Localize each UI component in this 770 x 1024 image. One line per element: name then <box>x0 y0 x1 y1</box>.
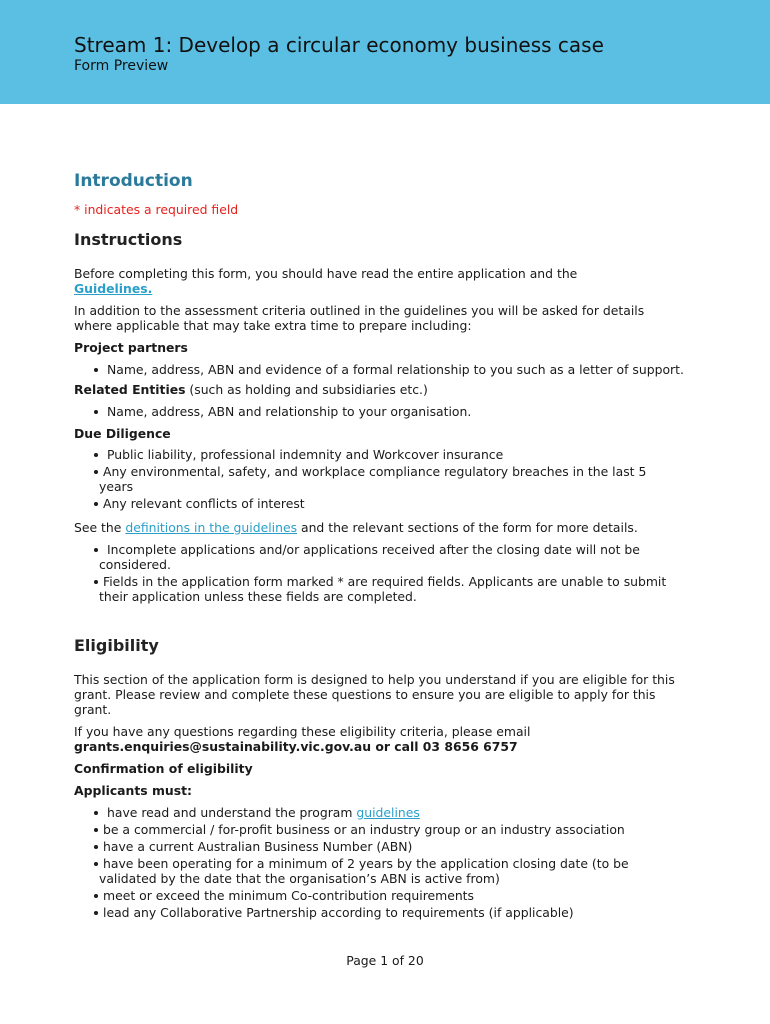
applicants-must-label: Applicants must: <box>74 783 192 798</box>
bullet-icon <box>94 862 98 866</box>
bullet-icon <box>94 410 98 414</box>
bullet-icon <box>94 811 98 815</box>
bullet-icon <box>94 845 98 849</box>
instructions-paragraph-1: Before completing this form, you should have read the entire application and the Guidelines. <box>74 266 578 296</box>
project-partners-label: Project partners <box>74 340 188 355</box>
bullet-icon <box>94 828 98 832</box>
bullet-icon <box>94 580 98 584</box>
list-item: Fields in the application form marked * are required fields. Applicants are unable to submit their application unless these fields are completed. <box>74 574 684 604</box>
page-number: Page 1 of 20 <box>346 953 424 968</box>
guidelines-link[interactable]: Guidelines. <box>74 281 153 296</box>
bullet-icon <box>94 548 98 552</box>
list-item: Incomplete applications and/or applications received after the closing date will not be considered. <box>74 542 684 572</box>
list-item: have a current Australian Business Number (ABN) <box>74 839 684 854</box>
eligibility-contact-paragraph: If you have any questions regarding these eligibility criteria, please email grants.enquiries@sustainability.vic.gov.au or call 03 8656 6757 <box>74 724 531 754</box>
list-item: meet or exceed the minimum Co-contribution requirements <box>74 888 684 903</box>
instructions-paragraph-2: In addition to the assessment criteria outlined in the guidelines you will be asked for details where applicable that may take extra time to prepare including: <box>74 303 645 333</box>
eligibility-criteria-list <box>74 805 684 920</box>
required-field-note: * indicates a required field <box>74 202 239 217</box>
list-item: be a commercial / for-profit business or an industry group or an industry association <box>74 822 684 837</box>
list-item: have been operating for a minimum of 2 years by the application closing date (to be validated by the date that the organisation’s ABN is active from) <box>74 856 684 886</box>
instructions-heading: Instructions <box>74 230 183 249</box>
due-diligence-label: Due Diligence <box>74 426 171 441</box>
list-item: Public liability, professional indemnity and Workcover insurance <box>74 447 684 462</box>
contact-details: grants.enquiries@sustainability.vic.gov.au or call 03 8656 6757 <box>74 739 518 754</box>
project-partners-list <box>74 362 684 377</box>
list-item: Any environmental, safety, and workplace compliance regulatory breaches in the last 5 years <box>74 464 684 494</box>
program-guidelines-link[interactable]: guidelines <box>356 805 420 820</box>
notes-list <box>74 542 684 604</box>
related-entities-list <box>74 404 684 419</box>
list-item: Name, address, ABN and evidence of a formal relationship to you such as a letter of support. <box>74 362 684 377</box>
list-item: Any relevant conflicts of interest <box>74 496 684 511</box>
list-item: lead any Collaborative Partnership according to requirements (if applicable) <box>74 905 684 920</box>
form-title: Stream 1: Develop a circular economy business case <box>74 33 604 57</box>
introduction-heading: Introduction <box>74 171 193 191</box>
list-item: Name, address, ABN and relationship to your organisation. <box>74 404 684 419</box>
bullet-icon <box>94 502 98 506</box>
definitions-link[interactable]: definitions in the guidelines <box>125 520 298 535</box>
bullet-icon <box>94 470 98 474</box>
bullet-icon <box>94 894 98 898</box>
form-content <box>74 171 684 922</box>
eligibility-paragraph-1: This section of the application form is designed to help you understand if you are eligible for this grant. Please review and complete these questions to ensure you are eligible to apply for this grant. <box>74 672 675 717</box>
bullet-icon <box>94 911 98 915</box>
bullet-icon <box>94 368 98 372</box>
related-entities-label: Related Entities (such as holding and subsidiaries etc.) <box>74 382 428 397</box>
list-item: have read and understand the program guidelines <box>74 805 684 820</box>
see-definitions-paragraph: See the definitions in the guidelines and the relevant sections of the form for more details. <box>74 520 638 535</box>
form-subtitle: Form Preview <box>74 58 169 74</box>
eligibility-heading: Eligibility <box>74 636 159 655</box>
due-diligence-list <box>74 447 684 511</box>
confirmation-label: Confirmation of eligibility <box>74 761 253 776</box>
bullet-icon <box>94 453 98 457</box>
header-banner <box>0 0 770 104</box>
